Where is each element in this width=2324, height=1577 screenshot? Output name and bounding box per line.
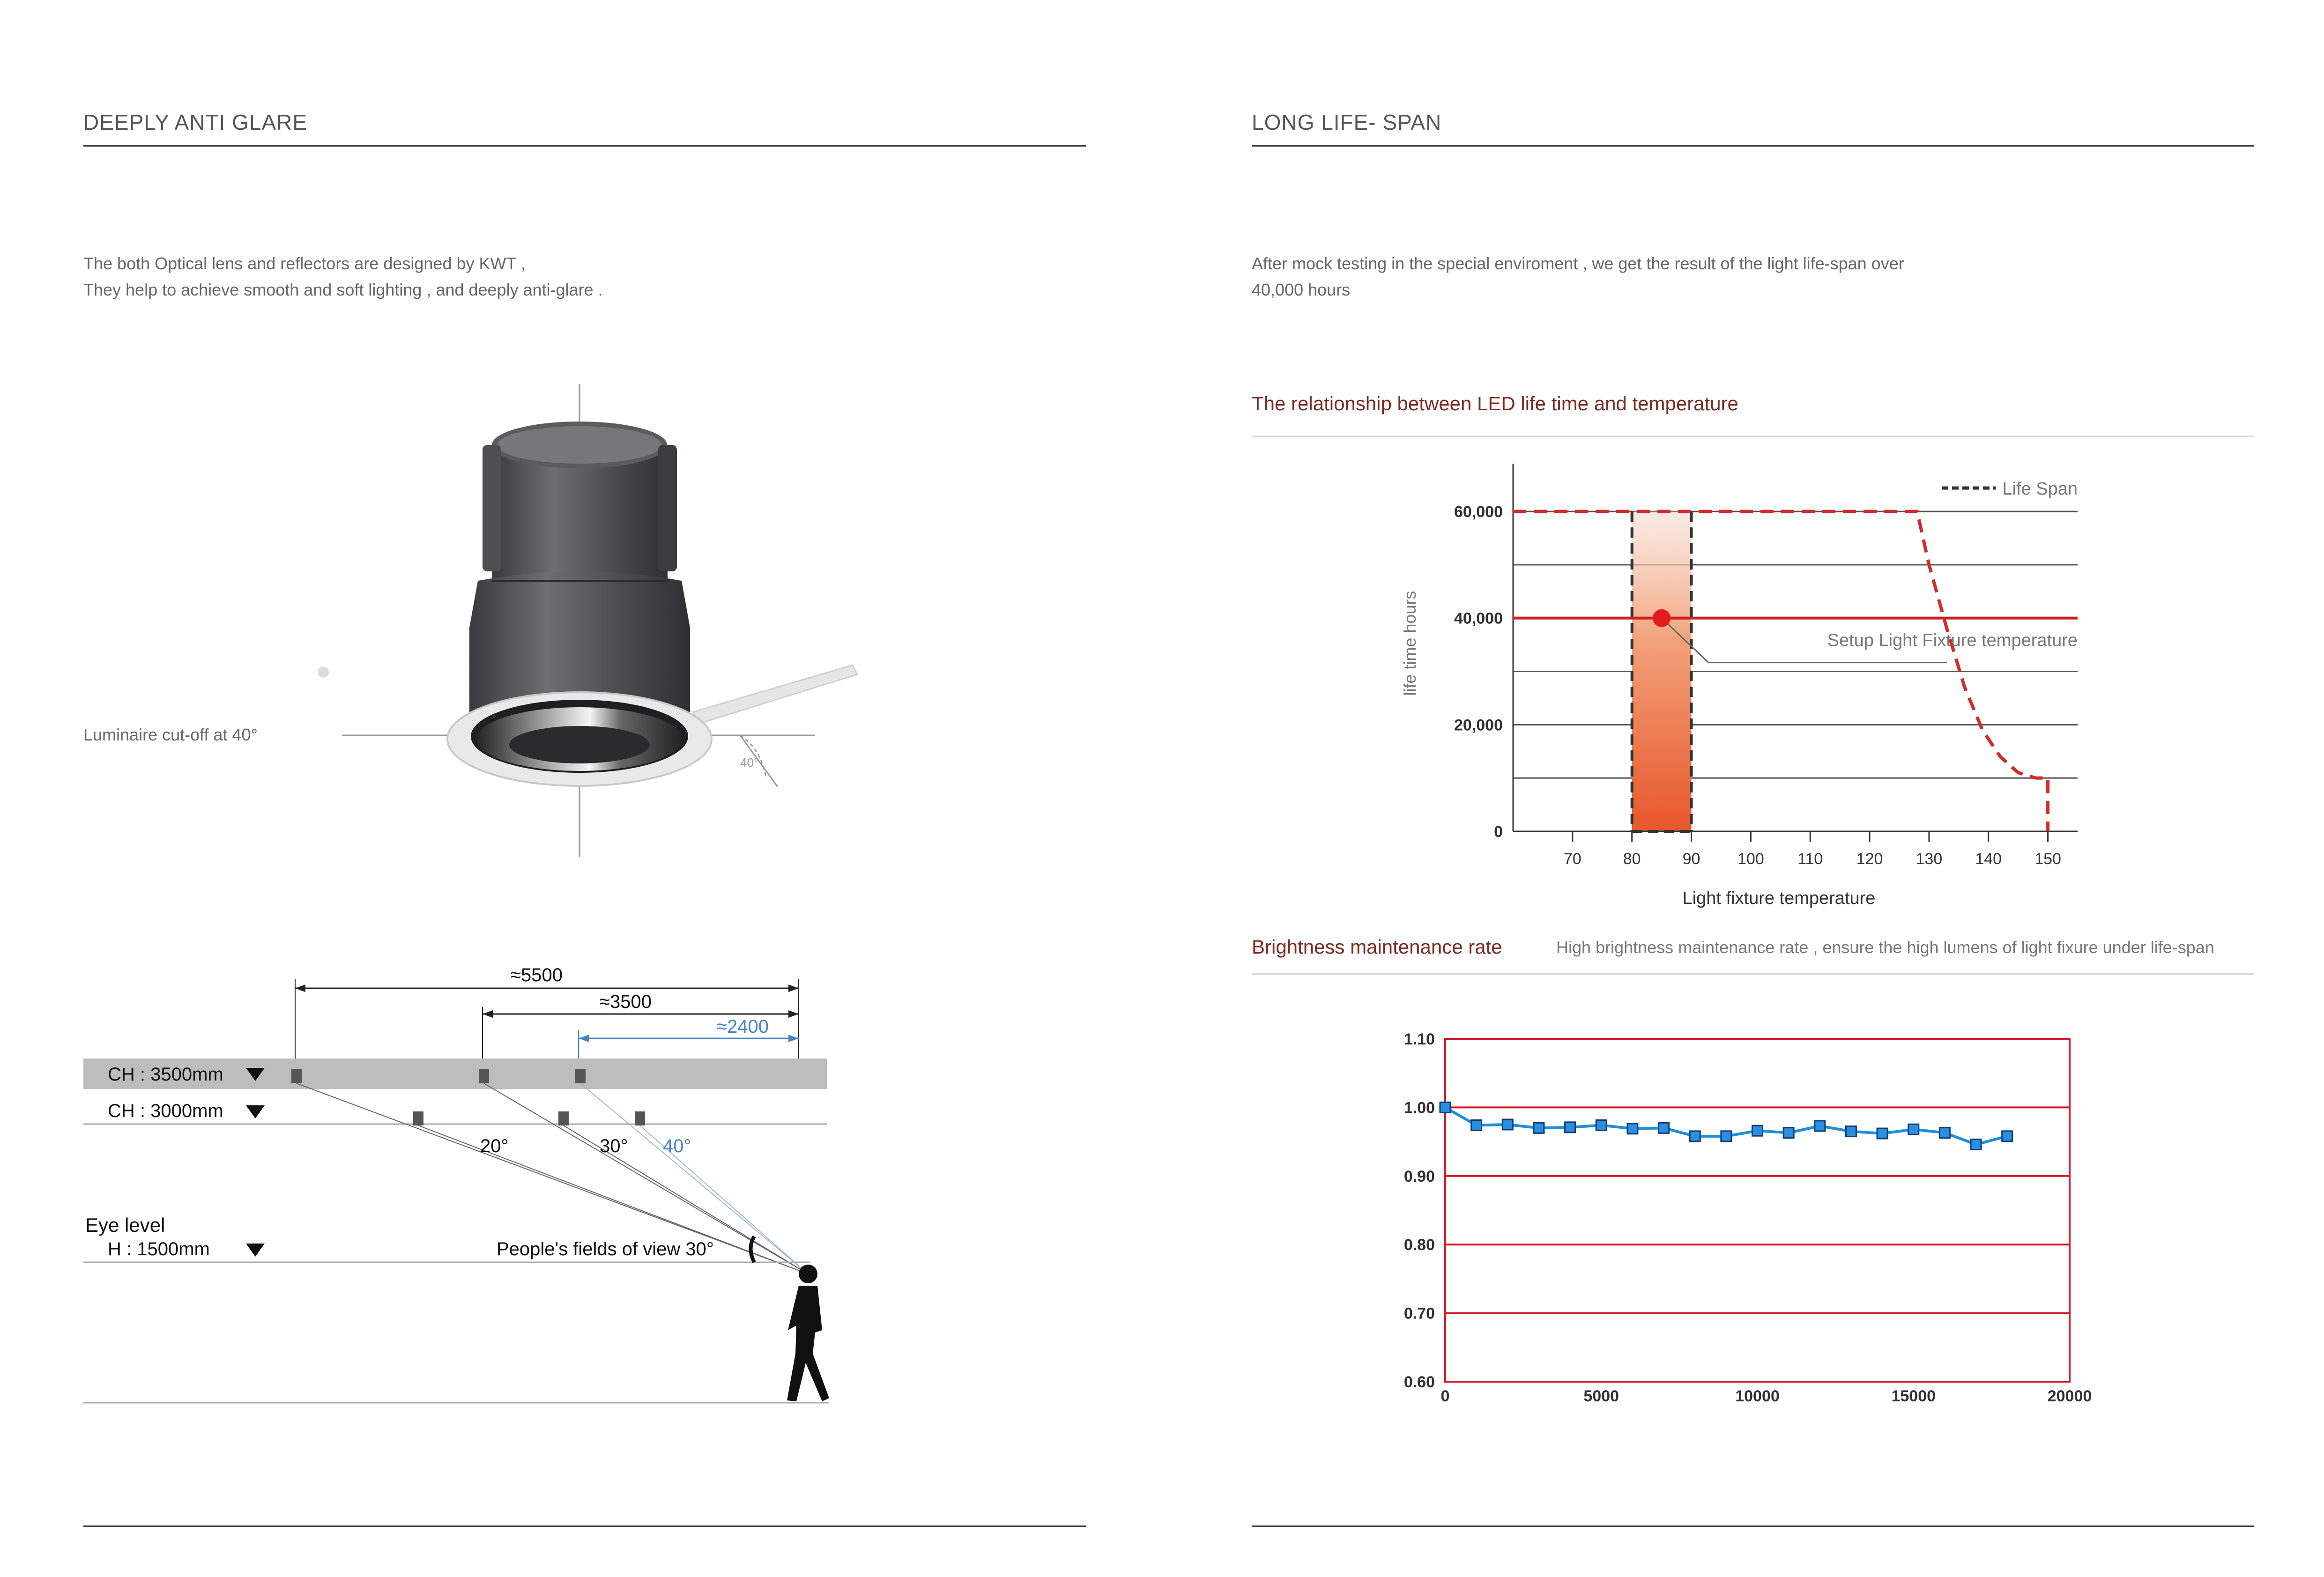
- brightness-data-point: [1534, 1123, 1544, 1133]
- angle-30-text: 30°: [600, 1136, 628, 1156]
- left-footer-rule: [83, 1525, 1086, 1527]
- eye-height-label: H : 1500mm: [108, 1239, 210, 1259]
- y-tick-label: 1.00: [1403, 1099, 1435, 1117]
- ceiling-3000-marker-icon: [246, 1105, 265, 1118]
- x-tick-label: 70: [1563, 850, 1582, 868]
- x-tick-label: 20000: [2047, 1387, 2092, 1405]
- right-section-title: LONG LIFE- SPAN: [1252, 110, 1442, 134]
- left-description-line-2: They help to achieve smooth and soft lighting , and deeply anti-glare .: [83, 280, 603, 299]
- y-tick-label: 40,000: [1454, 609, 1503, 628]
- brightness-data-point: [1721, 1131, 1731, 1141]
- brightness-data-point: [1752, 1125, 1763, 1136]
- walking-person-icon: [787, 1265, 829, 1401]
- x-tick-label: 120: [1856, 850, 1883, 868]
- left-title-rule: [83, 145, 1086, 147]
- brightness-data-point: [1502, 1119, 1513, 1130]
- dim-3500-text: ≈3500: [600, 992, 652, 1012]
- brightness-data-point: [1690, 1131, 1700, 1141]
- brightness-chart-heading: Brightness maintenance rate: [1252, 936, 1502, 958]
- brightness-data-point: [1565, 1122, 1575, 1133]
- x-tick-label: 150: [2034, 850, 2061, 868]
- y-tick-label: 0.80: [1403, 1236, 1435, 1254]
- left-description-line-1: The both Optical lens and reflectors are designed by KWT ,: [83, 254, 526, 273]
- brightness-chart-note: High brightness maintenance rate , ensure the high lumens of light fixure under life-span: [1556, 938, 2214, 957]
- angle-40-text: 40°: [663, 1136, 691, 1156]
- cutoff-angle-text: 40°: [740, 755, 759, 770]
- brightness-data-point: [1846, 1126, 1856, 1137]
- brightness-data-point: [1659, 1123, 1669, 1133]
- ceiling-3000-label: CH : 3000mm: [108, 1101, 223, 1121]
- left-description: [83, 251, 603, 303]
- brightness-data-point: [1877, 1128, 1887, 1139]
- y-tick-label: 60,000: [1454, 503, 1503, 521]
- right-description-line-2: 40,000 hours: [1252, 280, 1351, 299]
- cutoff-label: Luminaire cut-off at 40°: [83, 725, 258, 744]
- lifetime-temperature-chart: [1387, 450, 2089, 913]
- x-tick-label: 110: [1797, 850, 1823, 868]
- dim-5500-text: ≈5500: [511, 965, 563, 985]
- highlight-temperature-band: [1632, 511, 1692, 831]
- right-title-rule: [1252, 145, 2254, 147]
- setup-point-label: Setup Light Fixture temperature: [1827, 630, 2078, 651]
- angle-20-text: 20°: [480, 1136, 509, 1156]
- x-tick-label: 90: [1682, 850, 1700, 868]
- brightness-data-point: [1596, 1120, 1606, 1130]
- brightness-data-point: [1440, 1102, 1450, 1112]
- brightness-data-point: [1627, 1124, 1638, 1134]
- x-tick-label: 130: [1916, 850, 1943, 868]
- x-tick-label: 0: [1440, 1387, 1450, 1405]
- x-tick-label: 140: [1975, 850, 2002, 868]
- brightness-data-point: [1783, 1128, 1794, 1138]
- right-description-line-1: After mock testing in the special enviroment , we get the result of the light life-span over: [1252, 254, 1904, 273]
- x-tick-label: 10000: [1735, 1387, 1780, 1405]
- setup-point-marker: [1653, 609, 1671, 627]
- legend-label: Life Span: [2002, 479, 2078, 499]
- y-tick-label: 0.90: [1403, 1167, 1435, 1185]
- eye-level-label: Eye level: [85, 1214, 165, 1236]
- right-description: [1252, 251, 1904, 303]
- right-footer-rule: [1252, 1525, 2254, 1527]
- y-tick-label: 0.60: [1403, 1373, 1435, 1391]
- y-tick-label: 20,000: [1454, 716, 1503, 734]
- y-tick-label: 1.10: [1403, 1030, 1435, 1048]
- y-axis-title: life time hours: [1400, 591, 1419, 696]
- brightness-data-point: [1908, 1124, 1919, 1134]
- anti-glare-viewing-diagram: [80, 955, 876, 1414]
- x-axis-title: Light fixture temperature: [1682, 888, 1876, 908]
- ceiling-3500-label: CH : 3500mm: [108, 1064, 223, 1085]
- y-tick-label: 0.70: [1403, 1304, 1435, 1323]
- lifetime-chart-heading: The relationship between LED life time and temperature: [1252, 392, 1738, 415]
- lifetime-heading-rule: [1252, 436, 2254, 437]
- downlight-product-illustration: [304, 375, 890, 866]
- brightness-data-point: [1815, 1121, 1825, 1131]
- eye-level-marker-icon: [246, 1244, 265, 1257]
- x-tick-label: 5000: [1583, 1387, 1619, 1405]
- brightness-data-point: [1971, 1139, 1981, 1149]
- brightness-maintenance-chart: [1377, 1007, 2099, 1419]
- dim-2400-text: ≈2400: [717, 1016, 769, 1037]
- plot-frame: [1445, 1039, 2070, 1382]
- x-tick-label: 80: [1623, 850, 1641, 868]
- brightness-data-point: [1939, 1128, 1950, 1138]
- x-tick-label: 15000: [1891, 1387, 1936, 1405]
- y-tick-label: 0: [1494, 823, 1503, 841]
- x-tick-label: 100: [1737, 850, 1764, 868]
- brightness-heading-rule: [1252, 973, 2254, 975]
- field-of-view-label: People's fields of view 30°: [497, 1239, 714, 1259]
- brightness-data-point: [1471, 1120, 1482, 1130]
- left-section-title: DEEPLY ANTI GLARE: [83, 110, 308, 134]
- brightness-data-point: [2002, 1131, 2012, 1141]
